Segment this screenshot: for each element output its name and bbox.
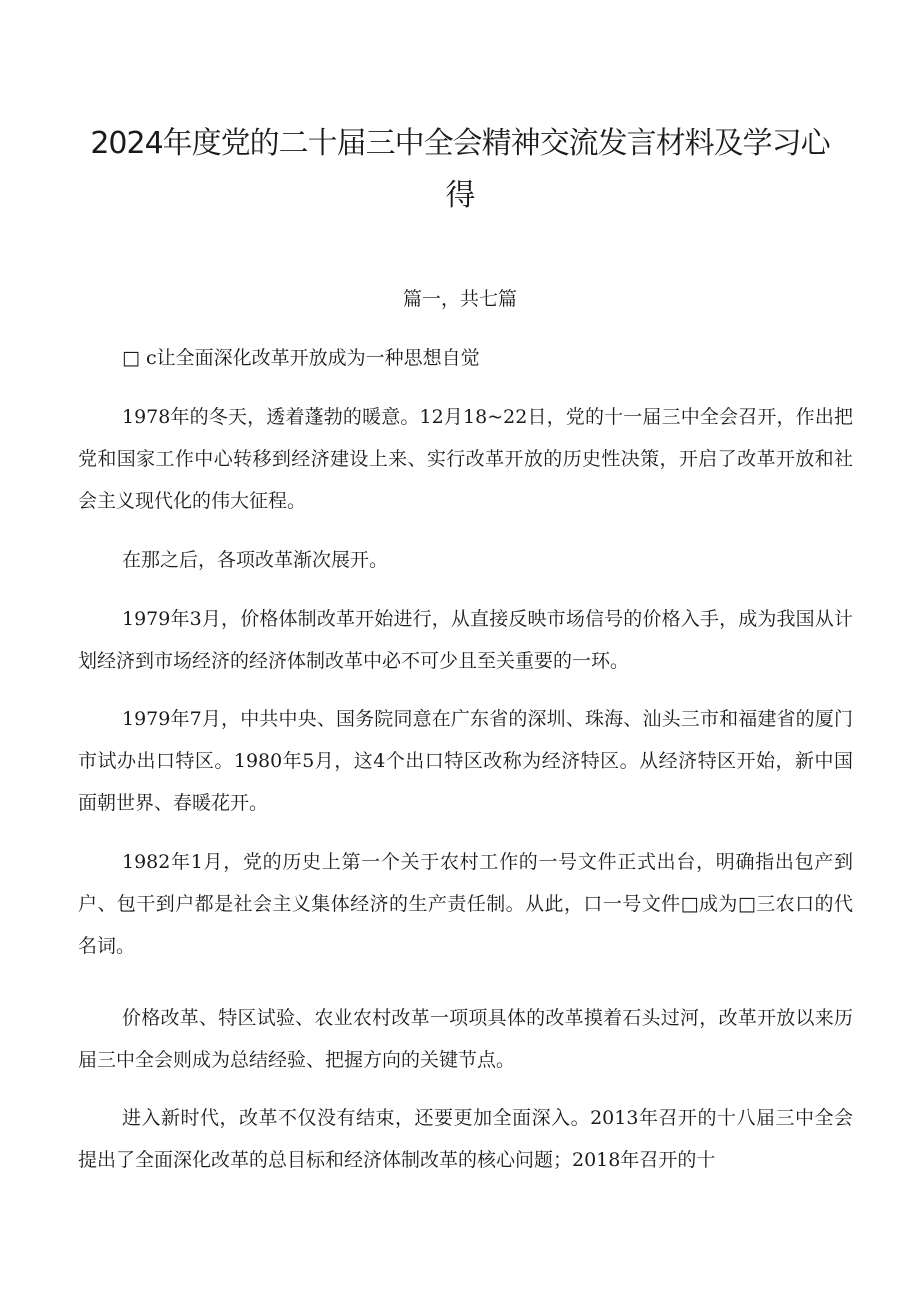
paragraph: 1979年7月，中共中央、国务院同意在广东省的深圳、珠海、汕头三市和福建省的厦门市试办出口特区。1980年5月，这4个出口特区改称为经济特区。从经济特区开始，新中国面朝世界、春暖花开。 bbox=[78, 708, 853, 814]
section-heading: □ c让全面深化改革开放成为一种思想自觉 bbox=[122, 347, 480, 369]
paragraph: 1982年1月，党的历史上第一个关于农村工作的一号文件正式出台，明确指出包产到户、包干到户都是社会主义集体经济的生产责任制。从此，口一号文件□成为□三农口的代名词。 bbox=[78, 851, 853, 957]
paragraph: 价格改革、特区试验、农业农村改革一项项具体的改革摸着石头过河，改革开放以来历届三中全会则成为总结经验、把握方向的关键节点。 bbox=[78, 1007, 853, 1071]
paragraph: 1979年3月，价格体制改革开始进行，从直接反映市场信号的价格入手，成为我国从计划经济到市场经济的经济体制改革中必不可少且至关重要的一环。 bbox=[78, 608, 853, 672]
document-subtitle: 篇一，共七篇 bbox=[402, 288, 517, 310]
paragraph: 1978年的冬天，透着蓬勃的暖意。12月18~22日，党的十一届三中全会召开，作出把党和国家工作中心转移到经济建设上来、实行改革开放的历史性决策，开启了改革开放和社会主义现代化的伟大征程。 bbox=[78, 406, 853, 512]
document-title: 2024年度党的二十届三中全会精神交流发言材料及学习心得 bbox=[90, 126, 830, 213]
paragraph: 在那之后，各项改革渐次展开。 bbox=[122, 549, 389, 571]
paragraph: 进入新时代，改革不仅没有结束，还要更加全面深入。2013年召开的十八届三中全会提出了全面深化改革的总目标和经济体制改革的核心问题；2018年召开的十 bbox=[78, 1107, 853, 1171]
